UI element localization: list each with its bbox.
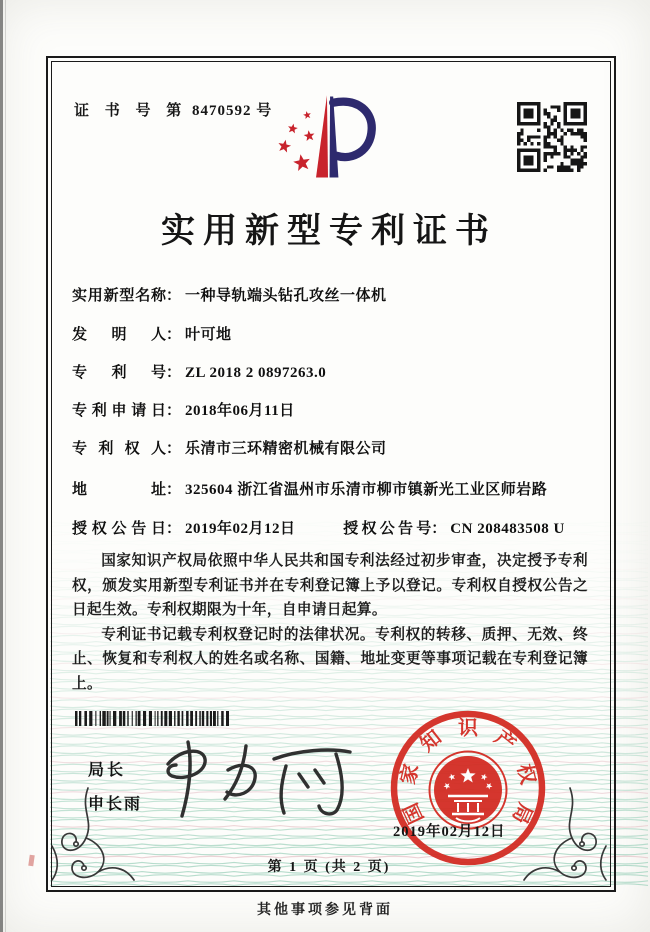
svg-text:产: 产 [490, 726, 520, 757]
field-label: 专利申请日 [72, 403, 166, 419]
field-label: 授权公告号 [343, 521, 432, 537]
field-value: 325604 浙江省温州市乐清市柳市镇新光工业区师岩路 [185, 482, 548, 498]
logo-p-bowl [333, 102, 372, 157]
field-patent-number [72, 361, 326, 382]
field-value: 2018年06月11日 [185, 403, 295, 419]
field-value: 乐清市三环精密机械有限公司 [185, 441, 387, 457]
certificate-title: 实用新型专利证书 [161, 213, 497, 250]
colon: ： [166, 327, 182, 343]
field-label: 地址 [72, 482, 166, 498]
red-ink-smudge [28, 855, 34, 867]
grant-number-value: CN 208483508 U [450, 521, 565, 537]
scan-edge-artifact [0, 0, 3, 932]
grant-date-value: 2019年02月12日 [185, 521, 296, 537]
signature-handwriting [158, 736, 358, 826]
logo-red-spike [316, 95, 328, 177]
grant-number-pair [343, 521, 565, 537]
svg-text:家: 家 [397, 762, 424, 787]
officer-name: 申长雨 [88, 796, 143, 813]
svg-text:国: 国 [399, 799, 429, 827]
certificate-number-value: 8470592 [192, 103, 252, 119]
field-address [72, 478, 547, 499]
logo-star-icon [288, 124, 298, 134]
legal-paragraph-2: 专利证书记载专利权登记时的法律状况。专利权的转移、质押、无效、终止、恢复和专利权人的姓名或名称、国籍、地址变更等事项记载在专利登记簿上。 [72, 626, 588, 692]
field-label: 实用新型名称 [72, 288, 166, 304]
logo-star-icon [304, 130, 315, 141]
logo-blue-bar [330, 96, 339, 177]
colon: ： [166, 441, 182, 457]
grant-date-pair [72, 521, 299, 537]
legal-text [72, 549, 588, 696]
page-number: 第 1 页 (共 2 页) [267, 860, 391, 875]
svg-text:局: 局 [507, 799, 537, 827]
field-inventor [72, 323, 232, 344]
logo-star-icon [293, 154, 310, 171]
svg-text:权: 权 [512, 762, 539, 787]
field-patentee [72, 437, 387, 458]
qr-code-icon [517, 102, 587, 172]
logo-star-icon [303, 111, 311, 119]
field-filing-date [72, 399, 295, 420]
scan-edge-artifact [5, 0, 6, 932]
barcode-icon [75, 711, 229, 727]
field-utility-model-name [72, 284, 387, 305]
svg-text:识: 识 [458, 717, 478, 740]
field-value: 叶可地 [185, 327, 232, 343]
field-label: 专利权人 [72, 441, 166, 457]
seal-date: 2019年02月12日 [393, 824, 506, 840]
colon: ： [166, 365, 182, 381]
colon: ： [166, 403, 182, 419]
colon: ： [166, 521, 182, 537]
certificate-number-suffix: 号 [256, 103, 278, 119]
svg-text:知: 知 [416, 726, 446, 757]
colon: ： [166, 288, 182, 304]
colon: ： [431, 521, 447, 537]
field-label: 授权公告日 [72, 521, 166, 537]
seal-emblem [430, 752, 507, 829]
logo-star-icon [278, 140, 291, 153]
colon: ： [166, 482, 182, 498]
field-grant-row [72, 517, 565, 538]
field-value: 一种导轨端头钻孔攻丝一体机 [185, 288, 387, 304]
certificate-number [74, 99, 277, 120]
back-note: 其他事项参见背面 [257, 903, 393, 918]
field-value: ZL 2018 2 0897263.0 [185, 365, 327, 381]
field-label: 发明人 [72, 327, 166, 343]
officer-title: 局长 [88, 762, 127, 779]
field-label: 专利号 [72, 365, 166, 381]
cnipa-logo-icon [276, 90, 380, 184]
certificate-number-prefix: 证 书 号 第 [74, 103, 188, 119]
legal-paragraph-1: 国家知识产权局依照中华人民共和国专利法经过初步审查，决定授予专利权，颁发实用新型专利证书并在专利登记簿上予以登记。专利权自授权公告之日起生效。专利权期限为十年，自申请日起算。 [72, 553, 588, 618]
